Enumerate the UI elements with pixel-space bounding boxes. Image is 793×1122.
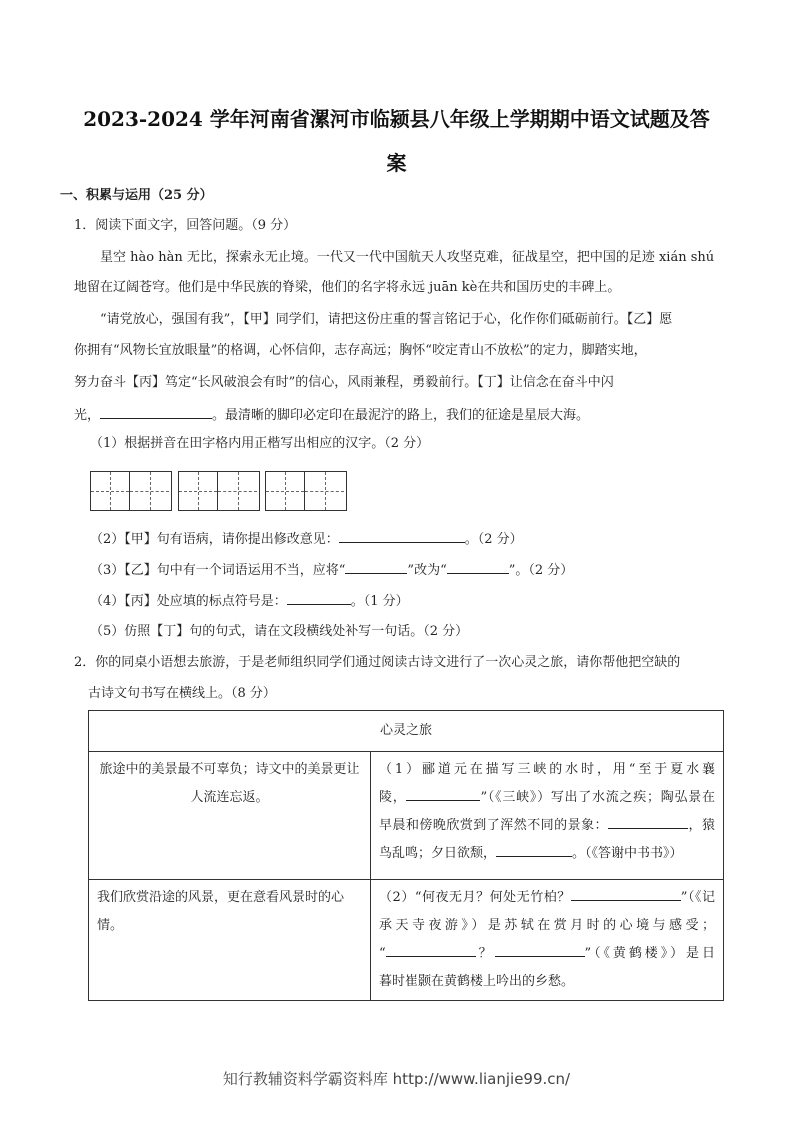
- table-header: 心灵之旅: [89, 711, 724, 752]
- passage-p2-line2: 你拥有“风物长宜放眼量”的格调，心怀信仰，志存高远；胸怀“咬定青山不放松”的定力，脚踏实地，: [74, 343, 647, 358]
- passage-p2-line1: “请党放心，强国有我”，【甲】同学们，请把这份庄重的誓言铭记于心，化作你们砥砺前行。【乙】愿: [100, 312, 673, 327]
- sub-question-4-score: 。（1 分）: [350, 594, 409, 609]
- tianzige-cell[interactable]: [218, 472, 257, 510]
- row2-right-line3: [379, 940, 715, 968]
- answer-blank-sub3-original[interactable]: [345, 559, 407, 574]
- row2-right-line1-start: （2）“何夜无月？何处无竹柏？: [379, 890, 571, 905]
- sub-question-2-text: （2）【甲】句有语病，请你提出修改意见：: [90, 532, 339, 547]
- passage-p2-line4-start: 光，: [74, 408, 101, 423]
- document-title-line2: 案: [386, 151, 407, 175]
- sub-question-3-score: ”。（2 分）: [508, 563, 574, 578]
- answer-blank-imitation[interactable]: [100, 404, 212, 419]
- sub-question-1: （1）根据拼音在田字格内用正楷写出相应的汉字。（2 分）: [90, 436, 430, 451]
- sub-question-3-mid: ”改为“: [407, 563, 447, 578]
- tianzige-cell[interactable]: [305, 472, 344, 510]
- row1-right-line4-start: 鸟乱鸣；夕日欲颓，: [379, 846, 497, 861]
- sub-question-4: [90, 590, 409, 612]
- section-heading: 一、积累与运用（25 分）: [60, 188, 213, 203]
- row1-right-line1: （1）郦道元在描写三峡的水时，用“至于夏水襄: [379, 762, 715, 777]
- passage-p2-line4: [74, 404, 589, 426]
- row2-right-line2: 承天寺夜游》）是苏轼在赏月时的心境与感受；: [379, 918, 715, 933]
- row1-right-line2: [379, 784, 715, 812]
- sub-question-3-text: （3）【乙】句中有一个词语运用不当，应将“: [90, 563, 346, 578]
- document-title-line1: 2023-2024 学年河南省漯河市临颍县八年级上学期期中语文试题及答: [83, 107, 710, 131]
- answer-blank-sanxia[interactable]: [406, 786, 480, 801]
- table-row2-left: 我们欣赏沿途的风景，更在意看风景时的心情。: [89, 880, 371, 1001]
- row1-right-line3-start: 早晨和傍晚欣赏到了浑然不同的景象：: [379, 818, 609, 833]
- answer-blank-chengtian[interactable]: [571, 886, 681, 901]
- sub-question-2-score: 。（2 分）: [464, 532, 523, 547]
- answer-blank-sub4[interactable]: [287, 590, 351, 605]
- row2-right-line1: [379, 884, 715, 912]
- poem-table: [88, 710, 724, 1001]
- row1-right-line4-end: 。（《答谢中书书》）: [572, 846, 683, 861]
- sub-question-2: [90, 528, 523, 550]
- table-row1-left-line1: 旅途中的美景最不可辜负；诗文中的美景更让: [99, 762, 360, 777]
- question-2-stem-line2: 古诗文句书写在横线上。（8 分）: [88, 686, 276, 701]
- question-1-stem: 1．阅读下面文字，回答问题。（9 分）: [74, 218, 297, 233]
- sub-question-5: （5）仿照【丁】句的句式，请在文段横线处补写一句话。（2 分）: [90, 624, 469, 639]
- tianzige-group-1[interactable]: [90, 471, 172, 511]
- answer-blank-evening[interactable]: [496, 842, 572, 857]
- row1-right-line2-start: 陵，: [379, 790, 407, 805]
- answer-blank-morning[interactable]: [608, 814, 688, 829]
- row2-right-line1-end: ”（《记: [680, 890, 715, 905]
- tianzige-cell[interactable]: [266, 472, 305, 510]
- row2-right-line3-open: “: [379, 946, 386, 961]
- passage-p2-line4-end: 。最清晰的脚印必定印在最泥泞的路上，我们的征途是星辰大海。: [212, 408, 590, 423]
- tianzige-cell[interactable]: [179, 472, 218, 510]
- answer-blank-sub2[interactable]: [339, 528, 465, 543]
- table-row1-left: [89, 752, 371, 880]
- passage-p1-line2: 地留在辽阔苍穹。他们是中华民族的脊梁，他们的名字将永远 juān kè在共和国历史的丰碑上。: [74, 280, 621, 295]
- row2-right-line4: 暮时崔颢在黄鹤楼上吟出的乡愁。: [379, 974, 575, 989]
- answer-blank-huanghelou-1[interactable]: [386, 942, 476, 957]
- answer-blank-sub3-replacement[interactable]: [447, 559, 509, 574]
- table-row2-right: [371, 880, 724, 1001]
- passage-p2-line3: 努力奋斗【丙】笃定“长风破浪会有时”的信心，风雨兼程，勇毅前行。【丁】让信念在奋斗中闪: [74, 375, 614, 390]
- row1-right-line4: [379, 840, 715, 868]
- row1-right-line3: [379, 812, 715, 840]
- tianzige-cell[interactable]: [130, 472, 169, 510]
- tianzige-group-2[interactable]: [178, 471, 260, 511]
- footer-watermark: 知行教辅资料学霸资料库 http://www.lianjie99.cn/: [222, 1070, 571, 1088]
- tianzige-group-3[interactable]: [265, 471, 347, 511]
- sub-question-4-text: （4）【丙】处应填的标点符号是：: [90, 594, 287, 609]
- row1-right-line3-end: ，猿: [688, 818, 715, 833]
- answer-blank-huanghelou-2[interactable]: [495, 942, 585, 957]
- row1-right-line2-end: ”（《三峡》）写出了水流之疾；陶弘景在: [480, 790, 715, 805]
- row2-right-line3-end: ”（《黄鹤楼》）是日: [584, 946, 715, 961]
- tianzige-cell[interactable]: [91, 472, 130, 510]
- sub-question-3: [90, 559, 573, 581]
- question-2-stem-line1: 2．你的同桌小语想去旅游，于是老师组织同学们通过阅读古诗文进行了一次心灵之旅，请你帮他把空缺的: [74, 655, 681, 670]
- passage-p1-line1: 星空 hào hàn 无比，探索永无止境。一代又一代中国航天人攻坚克难，征战星空，把中国的足迹 xián shú: [100, 250, 715, 265]
- table-row1-right: [371, 752, 724, 880]
- table-row1-left-line2: 人流连忘返。: [190, 790, 269, 805]
- row2-right-line3-mid: ？: [475, 946, 495, 961]
